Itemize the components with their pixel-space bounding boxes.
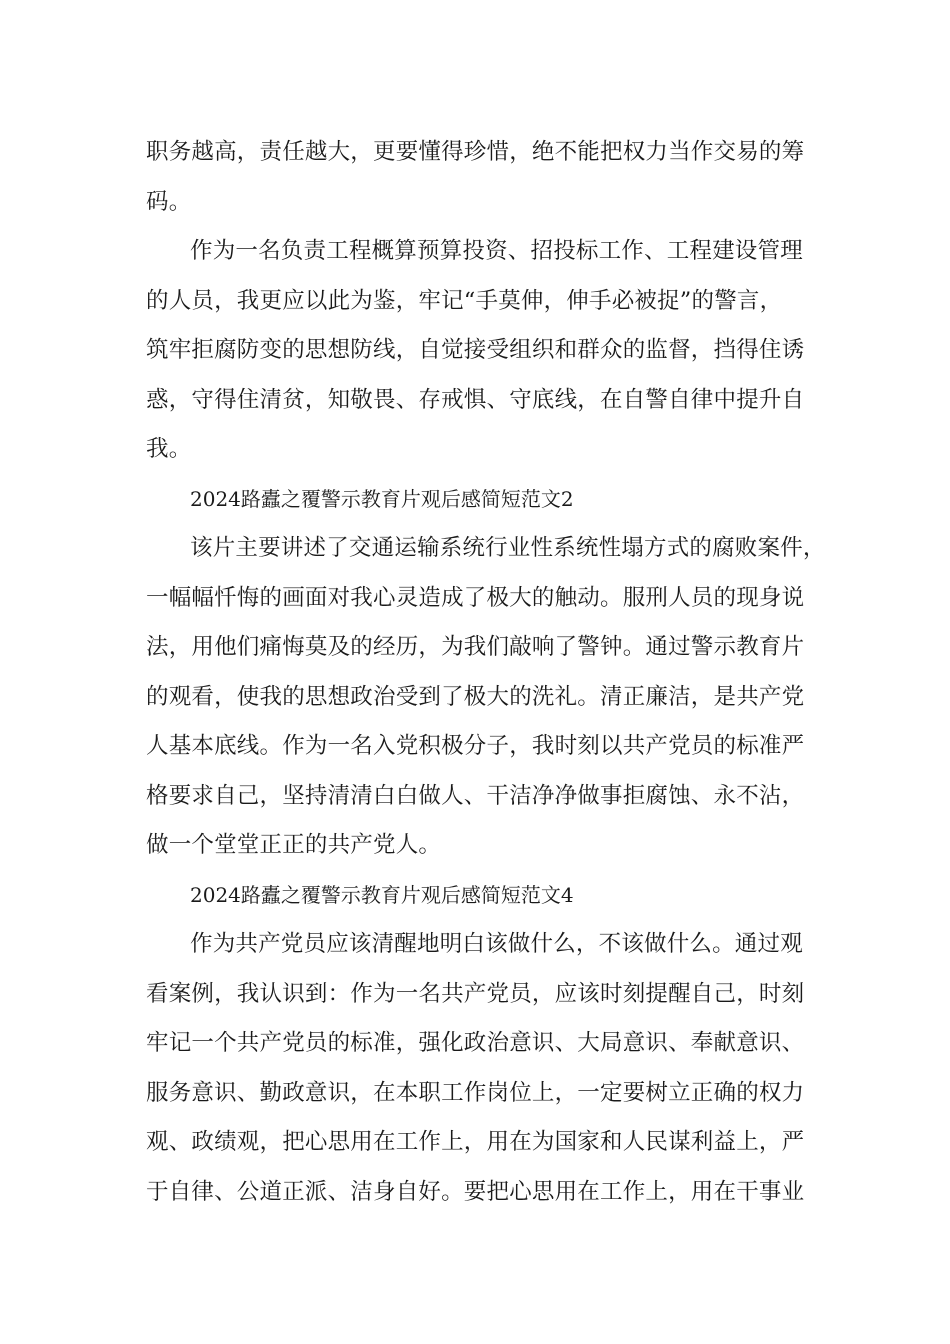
text-line: 观、政绩观，把心思用在工作上，用在为国家和人民谋利益上，严 bbox=[146, 1129, 805, 1155]
text-line: 职务越高，责任越大，更要懂得珍惜，绝不能把权力当作交易的筹 bbox=[146, 139, 805, 165]
text-line: 码。 bbox=[146, 188, 192, 215]
text-line: 于自律、公道正派、洁身自好。要把心思用在工作上，用在干事业 bbox=[146, 1178, 805, 1205]
paragraph-continuation bbox=[146, 128, 810, 227]
text-line: 一幅幅忏悔的画面对我心灵造成了极大的触动。服刑人员的现身说 bbox=[146, 584, 805, 611]
text-line: 作为一名负责工程概算预算投资、招投标工作、工程建设管理 bbox=[190, 238, 803, 264]
text-line: 我。 bbox=[146, 436, 192, 462]
text-line: 筑牢拒腐防变的思想防线，自觉接受组织和群众的监督，挡得住诱 bbox=[146, 337, 805, 363]
section-heading bbox=[146, 475, 810, 525]
paragraph-body bbox=[146, 920, 810, 1217]
heading-text: 2024路蠹之覆警示教育片观后感简短范文4 bbox=[190, 883, 574, 907]
text-line: 法，用他们痛悔莫及的经历，为我们敲响了警钟。通过警示教育片 bbox=[146, 634, 805, 660]
text-line: 看案例，我认识到：作为一名共产党员，应该时刻提醒自己，时刻 bbox=[146, 980, 805, 1007]
section-heading bbox=[146, 871, 810, 921]
paragraph-body bbox=[146, 227, 810, 475]
text-line: 牢记一个共产党员的标准，强化政治意识、大局意识、奉献意识、 bbox=[146, 1030, 805, 1056]
text-line: 格要求自己，坚持清清白白做人、干洁净净做事拒腐蚀、永不沾， bbox=[146, 782, 805, 809]
text-line: 的人员，我更应以此为鉴，牢记“手莫伸，伸手必被捉”的警言， bbox=[146, 287, 783, 314]
text-line: 作为共产党员应该清醒地明白该做什么，不该做什么。通过观 bbox=[190, 931, 803, 957]
text-line: 惑，守得住清贫，知敬畏、存戒惧、守底线，在自警自律中提升自 bbox=[146, 386, 805, 413]
heading-text: 2024路蠹之覆警示教育片观后感简短范文2 bbox=[190, 487, 574, 511]
paragraph-body bbox=[146, 524, 826, 871]
text-line: 的观看，使我的思想政治受到了极大的洗礼。清正廉洁，是共产党 bbox=[146, 683, 805, 710]
text-line: 做一个堂堂正正的共产党人。 bbox=[146, 832, 442, 858]
text-line: 服务意识、勤政意识，在本职工作岗位上，一定要树立正确的权力 bbox=[146, 1079, 805, 1106]
text-line: 该片主要讲述了交通运输系统行业性系统性塌方式的腐败案件， bbox=[190, 535, 826, 561]
text-line: 人基本底线。作为一名入党积极分子，我时刻以共产党员的标准严 bbox=[146, 733, 805, 759]
